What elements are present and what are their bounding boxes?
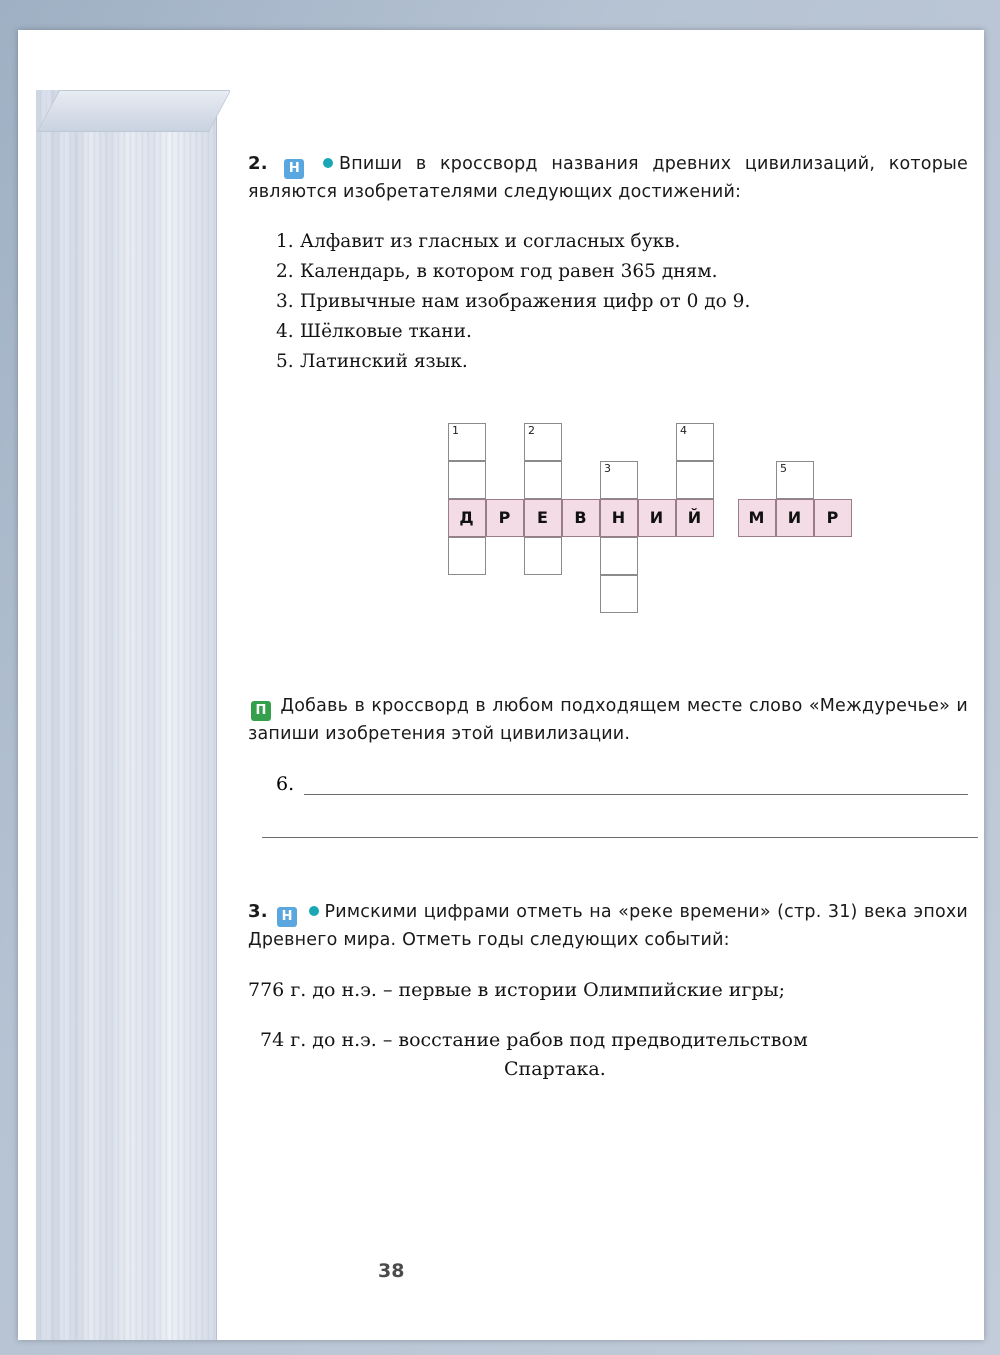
- answer-row-6: [276, 773, 968, 795]
- crossword-cell[interactable]: [600, 537, 638, 575]
- list-item: [276, 287, 968, 317]
- task-3-number: 3.: [248, 901, 268, 923]
- list-item: [276, 257, 968, 287]
- task-2-text: Впиши в кроссворд названия древних цивилизаций, которые являются изобретателями следующих достижений:: [248, 154, 969, 202]
- crossword-cell-filled[interactable]: [562, 499, 600, 537]
- crossword-cell-filled[interactable]: [600, 499, 638, 537]
- list-item-number: 4.: [276, 321, 294, 343]
- crossword-cell-filled[interactable]: [776, 499, 814, 537]
- event-text: г. до н.э. – первые в истории Олимпийские игры;: [290, 978, 786, 1001]
- list-item: [276, 317, 968, 347]
- workbook-page: [18, 30, 984, 1340]
- page-content: [230, 30, 984, 1340]
- list-item-number: 5.: [276, 351, 294, 373]
- page-number: 38: [378, 1260, 405, 1282]
- crossword-cell[interactable]: [448, 461, 486, 499]
- list-item-text: Латинский язык.: [300, 351, 468, 373]
- crossword-cell-filled[interactable]: [524, 499, 562, 537]
- crossword-letter: Й: [687, 508, 703, 528]
- crossword-cell-filled[interactable]: [814, 499, 852, 537]
- crossword-letter: Р: [498, 508, 512, 528]
- list-item-text: Шёлковые ткани.: [300, 321, 472, 343]
- event-year: 776: [248, 978, 285, 1001]
- crossword-cell[interactable]: [448, 537, 486, 575]
- crossword-cell[interactable]: [448, 423, 486, 461]
- crossword-cell-filled[interactable]: [448, 499, 486, 537]
- list-item: [276, 347, 968, 377]
- crossword-clue-number: 1: [452, 424, 459, 438]
- crossword-clue-number: 2: [528, 424, 535, 438]
- crossword-cell-filled[interactable]: [676, 499, 714, 537]
- crossword-cell[interactable]: [600, 575, 638, 613]
- task-3-line-2: [260, 1026, 968, 1083]
- crossword-cell[interactable]: [600, 461, 638, 499]
- crossword-cell-filled[interactable]: [738, 499, 776, 537]
- list-item: [276, 227, 968, 257]
- crossword-cell-filled[interactable]: [638, 499, 676, 537]
- answer-number: 6.: [276, 773, 295, 796]
- task-2: [248, 150, 968, 205]
- event-year: 74: [260, 1029, 285, 1052]
- task-2-items: [276, 227, 968, 377]
- crossword-cell-filled[interactable]: [486, 499, 524, 537]
- crossword-cell[interactable]: [676, 461, 714, 499]
- crossword: [248, 415, 968, 675]
- crossword-letter: И: [649, 508, 665, 528]
- list-item-number: 2.: [276, 261, 294, 283]
- level-badge-n-icon: Н: [277, 907, 297, 927]
- crossword-clue-number: 5: [780, 462, 787, 476]
- crossword-clue-number: 3: [604, 462, 611, 476]
- crossword-cell[interactable]: [524, 537, 562, 575]
- list-item-text: Привычные нам изображения цифр от 0 до 9.: [300, 291, 751, 313]
- event-text: г. до н.э. – восстание рабов под предводительством: [290, 1029, 808, 1052]
- crossword-letter: М: [748, 508, 766, 528]
- crossword-letter: Н: [611, 508, 627, 528]
- bullet-dot-icon: [323, 158, 333, 168]
- crossword-letter: Д: [459, 508, 475, 528]
- list-item-number: 3.: [276, 291, 294, 313]
- crossword-letter: В: [574, 508, 588, 528]
- crossword-cell[interactable]: [676, 423, 714, 461]
- crossword-letter: Р: [826, 508, 840, 528]
- subtask-add-word: [248, 693, 968, 747]
- list-item-text: Календарь, в котором год равен 365 дням.: [300, 261, 718, 283]
- crossword-clue-number: 4: [680, 424, 687, 438]
- list-item-text: Алфавит из гласных и согласных букв.: [300, 231, 681, 253]
- task-2-number: 2.: [248, 153, 268, 174]
- crossword-letter: Е: [537, 508, 549, 528]
- bullet-dot-icon: [309, 906, 319, 916]
- level-badge-n-icon: Н: [284, 159, 304, 179]
- crossword-letter: И: [787, 508, 803, 528]
- answer-input-line-2[interactable]: [262, 819, 978, 838]
- event-text-continued: Спартака.: [504, 1057, 606, 1080]
- book-block-top-edge: [37, 90, 231, 132]
- task-3-text: Римскими цифрами отметь на «реке времени» (стр. 31) века эпохи Древнего мира. Отметь годы следующих событий:: [248, 902, 968, 951]
- list-item-number: 1.: [276, 231, 294, 253]
- crossword-cell[interactable]: [524, 423, 562, 461]
- subtask-text: Добавь в кроссворд в любом подходящем месте слово «Междуречье» и запиши изобретения этой цивилизации.: [248, 696, 968, 745]
- crossword-cell[interactable]: [776, 461, 814, 499]
- book-page-block: [36, 90, 217, 1340]
- answer-input-line[interactable]: [304, 776, 968, 795]
- task-3-line-1: [248, 976, 968, 1005]
- crossword-cell[interactable]: [524, 461, 562, 499]
- level-badge-p-icon: П: [251, 701, 271, 721]
- task-3: [248, 898, 968, 953]
